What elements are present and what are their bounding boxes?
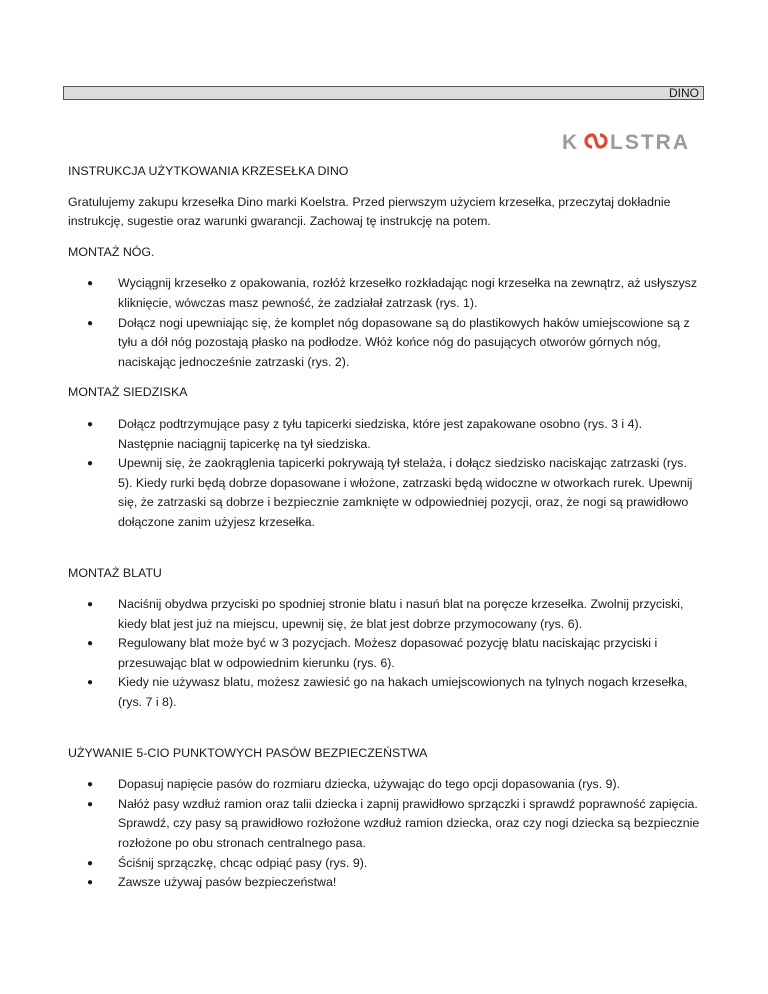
bullet-icon: ● [87,638,94,650]
bullet-icon: ● [87,278,94,290]
list-item: ● Ściśnij sprzączkę, chcąc odpiąć pasy (rys. 9). [68,854,700,874]
header-label: DINO [669,86,699,100]
bullet-icon: ● [87,418,94,430]
koelstra-logo [562,128,698,154]
list-item: ● Regulowany blat może być w 3 pozycjach. Możesz dopasować pozycję blatu naciskając przyciski i przesuwając blat w odpowiednim kierunku (rys. 6). [87,636,658,670]
spacer [68,544,700,564]
bullet-icon: ● [87,317,94,329]
bullet-icon: ● [87,599,94,611]
section-heading-tray: MONTAŻ BLATU [68,565,162,580]
bullet-icon: ● [87,877,94,889]
section-heading-harness: UŻYWANIE 5-CIO PUNKTOWYCH PASÓW BEZPIECZEŃSTWA [68,745,428,760]
seat-list [68,415,700,533]
bullet-icon: ● [87,458,94,470]
section-heading-seat: MONTAŻ SIEDZISKA [68,385,188,400]
document-body [68,162,700,904]
list-item: ● Dopasuj napięcie pasów do rozmiaru dziecka, używając do tego opcji dopasowania (rys. 9). [68,775,700,795]
intro-paragraph: Gratulujemy zakupu krzesełka Dino marki Koelstra. Przed pierwszym użyciem krzesełka, przeczytaj dokładnie instrukcję, sugestie oraz warunki gwarancji. Zachowaj tę instrukcję na potem. [68,194,671,229]
list-item: ● Dołącz podtrzymujące pasy z tyłu tapicerki siedziska, które jest zapakowane osobno (rys. 3 i 4). Następnie naciągnij tapicerkę na tył siedziska. [87,416,643,451]
document-header-bar [63,86,704,100]
list-item: ● Upewnij się, że zaokrąglenia tapicerki pokrywają tył stelaża, i dołącz siedzisko naciskając zatrzaski (rys. 5). Kiedy rurki będą dobrze dopasowane i włożone, zatrzaski będą widoczne w otworkach rurek. Upewnij się, że zatrzaski są dobrze i bezpiecznie zamknięte w odpowiedniej pozycji, oraz, że nogi są prawidłowo dołączone zanim użyjesz krzesełka. [87,456,693,529]
document-title: INSTRUKCJA UŻYTKOWANIA KRZESEŁKA DINO [68,164,349,178]
list-item: ● Naciśnij obydwa przyciski po spodniej stronie blatu i nasuń blat na poręcze krzesełka. Zwolnij przyciski, kiedy blat jest już na miejscu, upewnij się, że blat jest dobrze przymocowany (rys. 6). [87,597,684,631]
section-heading-legs: MONTAŻ NÓG. [68,244,155,259]
list-item: ● Kiedy nie używasz blatu, możesz zawiesić go na hakach umiejscowionych na tylnych nogach krzesełka, (rys. 7 i 8). [87,675,688,710]
bullet-icon: ● [87,779,94,791]
spacer [68,724,700,744]
list-item: ● Zawsze używaj pasów bezpieczeństwa! [68,873,700,893]
bullet-icon: ● [87,857,94,869]
legs-list [68,274,700,372]
tray-list [68,595,700,713]
logo-o-mark [586,135,606,147]
list-item: ● Wyciągnij krzesełko z opakowania, rozłóż krzesełko rozkładając nogi krzesełka na zewnątrz, aż usłyszysz kliknięcie, wówczas masz pewność, że zadziałał zatrzask (rys. 1). [87,276,698,310]
list-item: ● Nałóż pasy wzdłuż ramion oraz talii dziecka i zapnij prawidłowo sprzączki i sprawdź poprawność zapięcia. Sprawdź, czy pasy są prawidłowo rozłożone wzdłuż ramion dziecka, oraz czy nogi dziecka są bezpiecznie rozłożone po obu stronach centralnego pasa. [87,796,700,851]
list-item: ● Dołącz nogi upewniając się, że komplet nóg dopasowane są do plastikowych haków umiejscowione są z tyłu a dół nóg pozostają płasko na podłodze. Włóż końce nóg do pasujących otworów górnych nóg, naciskając jednocześnie zatrzaski (rys. 2). [87,315,690,369]
logo-text-left: K [562,131,580,154]
logo-text-right: LSTRA [610,131,690,154]
harness-list [68,775,700,893]
bullet-icon: ● [87,677,94,689]
bullet-icon: ● [87,798,94,810]
